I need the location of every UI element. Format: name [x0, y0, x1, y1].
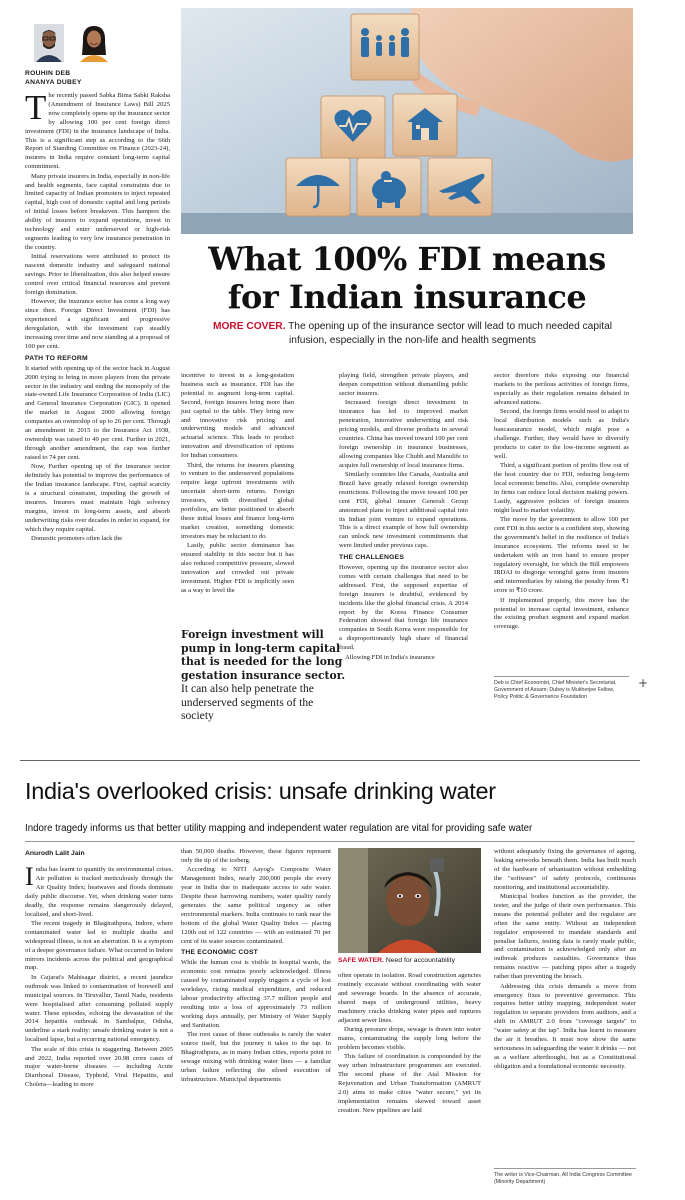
dropcap: T [25, 88, 47, 127]
paragraph: Municipal bodies function as the provider, the tester, and the judge of their own performance. This means the potential polluter and the regulator are often the same entity. Without an independent regulator empowered to mandate standards and penalise failures, testing data is rarely made public, and contamination is acknowledged only after an outbreak produces casualties. Governance thus remains reactive — patching pipes after a tragedy rather than preventing the breach. [494, 893, 636, 981]
section-heading: PATH TO REFORM [25, 354, 88, 362]
headline-2: India's overlooked crisis: unsafe drinking water [25, 778, 496, 804]
paragraph: The scale of this crisis is staggering. Between 2005 and 2022, India reported over 20.98 crore cases of major water-borne diseases — including Acute Diarrhoeal Disease, Typhoid, Viral Hepatitis, and Cholera—leading to more [25, 1045, 173, 1089]
pull-quote-bold: Foreign investment will pump in long-term capital that is needed for the long gestation insurance sector. [181, 628, 346, 682]
article1-column-1 [25, 88, 170, 544]
paragraph: Third, a significant portion of profits flow out of the host country due to FDI, reducing long-term local economic benefits. Also, complete ownership in firms can reduce local decision making powers. Lastly, aggressive policies of foreign insurers might lead to market volatility. [494, 462, 629, 514]
paragraph: This failure of coordination is compounded by the way urban infrastructure programmes are executed. The second phase of the Atal Mission for Rejuvenation and Urban Transformation (AMRUT 2.0) aims to make cities "water secure," yet its implementation remains skewed toward asset creation. New pipelines are laid [338, 1053, 481, 1114]
author-note-2: The writer is Vice-Chairman, All India Congress Committee (Minority Department) [494, 1172, 632, 1185]
section-heading: THE CHALLENGES [339, 554, 405, 562]
pull-quote-text: It can also help penetrate the underserved segments of the society [181, 682, 314, 722]
paragraph: Second, the foreign firms would need to adapt to local distribution models such as India's bancassurance model, which might pose a challenge. Further, they would have to diversify products to cater to the low-income segment as well. [494, 408, 629, 460]
paragraph: sector therefore risks exposing our financial markets to the perilous activities of foreign firms, especially as their regulation remains debated in advanced nations. [494, 372, 629, 406]
article2-column-4 [494, 848, 636, 1072]
author-photo-dubey [76, 22, 112, 62]
paragraph: ndia has learnt to quantify its environmental crises. Air pollution is tracked meticulously through the Air Quality Index; heatwaves and floods dominate daily public discourse. Yet, when drinking water turns deadly, the response remains dangerously delayed, localised, and short-lived. [25, 866, 173, 918]
article2-column-1 [25, 862, 173, 1091]
divider [494, 1168, 636, 1169]
headline [181, 240, 633, 316]
headline-line-1: What 100% FDI means [208, 240, 606, 278]
paragraph: Third, the returns for insurers planning to venture to the underserved populations require large upfront investments with uncertain short-term returns. Foreign investors, with diversified global portfolios, are better positioned to absorb these initial losses and finance long-term market creation, something domestic investors may be reluctant to do. [181, 461, 294, 540]
kicker: MORE COVER. [212, 321, 286, 332]
photo-caption [338, 957, 488, 964]
paragraph: Initial reservations were attributed to protect its nascent domestic industry and safeguard national savings. Prior to liberalization, this also helped ensure control over critical financial resources and prevent foreign domination. [25, 253, 170, 296]
author-byline-2: Anurodh Lalit Jain [25, 850, 85, 857]
article2-column-3 [338, 972, 481, 1116]
paragraph: Lastly, public sector dominance has ensured stability in this sector but it has also reduced competitive pressure, slowed innovation and crowded out private investment. Higher FDI is implicitly seen as a way to level the [181, 542, 294, 594]
article2-column-2 [181, 848, 331, 1085]
paragraph: Similarly countries like Canada, Australia and Brazil have greatly relaxed foreign ownership restrictions. Following the move toward 100 per cent FDI, global insurer Generali Group announced plans to inject additional capital into its Indian joint venture to expand operations. This is a direct example of how full ownership can unlock new investment commitments that were limited under previous caps. [339, 470, 468, 550]
paragraph: Domestic promoters often lack the [31, 534, 123, 542]
paragraph: According to NITI Aayog's Composite Water Management Index, nearly 200,000 people die every year in India due to inadequate access to safe water. Despite these harrowing numbers, water quality rarely generates the same political urgency as other environmental markers. India continues to rank near the bottom of the global Water Quality Index — placing 120th out of 122 countries — with an estimated 70 per cent of its water sources contaminated. [181, 866, 331, 945]
paragraph: If implemented properly, this move has the potential to increase capital investment, enhance the existing product segment and expand market coverage. [494, 596, 629, 631]
paragraph: Increased foreign direct investment in insurance has led to improved market penetration, innovative underwriting and risk pricing models, and diverse products in several countries. China has moved toward 100 per cent foreign ownership in insurance businesses, allowing companies like Chubb and Manulife to acquire full ownership of local insurance firms. [339, 399, 468, 469]
paragraph: However, opening up the insurance sector also comes with certain challenges that need to be addressed. First, the supposed expertise of foreign insurers is doubtful, evidenced by incidents like the global financial crisis. A 2014 report by the Korea Finance Consumer Federation showed that foreign life insurance companies in South Korea were responsible for a disproportionately high share of financial fraud. [339, 564, 468, 652]
paragraph: In Gujarat's Mahisagar district, a recent jaundice outbreak was linked to contamination of borewell and municipal sources. In Tiruvallur, Tamil Nadu, residents were hospitalised after consuming polluted supply water. These episodes, echoing the devastation of the 2014 hepatitis outbreak in Sambalpur, Odisha, underline a stark reality: unsafe drinking water is not a localised lapse, but a recurring national emergency. [25, 973, 173, 1044]
author-photo-deb [34, 24, 64, 62]
article1-column-2 [181, 372, 294, 596]
paragraph: Allowing FDI in India's insurance [345, 653, 435, 661]
paragraph: than 50,000 deaths. However, these figures represent only the tip of the iceberg. [181, 848, 331, 864]
divider [25, 841, 635, 842]
water-photo [338, 848, 481, 953]
section-heading: THE ECONOMIC COST [181, 949, 259, 957]
article1-column-4 [494, 372, 629, 633]
hero-image [181, 8, 633, 234]
paragraph: without adequately fixing the governance of ageing, leaking networks beneath them. India has built much of the hardware of urbanisation without embedding the "software" of safety protocols, continuous monitoring, and institutional accountability. [494, 848, 636, 891]
dropcap-2: I [25, 862, 34, 891]
author-note: Deb is Chief Economist, Chief Minister's Secretariat, Government of Assam; Dubey is Mukherjee Fellow, Policy Politic & Governance Foundation [494, 680, 617, 700]
subheadline-2: Indore tragedy informs us that better utility mapping and independent water regulation are vital for providing safe water [25, 823, 533, 834]
caption-kicker: SAFE WATER. [338, 957, 384, 964]
subhead-text: The opening up of the insurance sector will lead to much needed capital infusion, especially in the non-life and health segments [285, 321, 613, 346]
author-name-2: ANANYA DUBEY [25, 79, 82, 86]
paragraph: The recent tragedy in Bhagirathpura, Indore, where contaminated water led to multiple deaths and widespread illness, is not an aberration. It is a symptom of a deeper governance failure. What occurred in Indore mirrors incidents across the political and geographical map. [25, 919, 173, 972]
pull-quote [181, 628, 349, 723]
section-divider [20, 760, 640, 761]
paragraph: The root cause of these outbreaks is rarely the water source itself, but the journey it takes to the tap. In Bhagirathpura, as in many Indian cities, reports point to sewage mixing with drinking water lines — a familiar urban failure reflecting the siloed execution of infrastructure. Municipal departments [181, 1031, 331, 1083]
caption-text: Need for accountability [383, 957, 455, 964]
paragraph: Addressing this crisis demands a move from emergency fixes to preventive governance. This requires better utility mapping, independent water regulation to separate providers from auditors, and a shift in AMRUT 2.0 from "coverage targets" to "water safety at the tap". India has learnt to measure the air it breathes. It must now show the same seriousness in safeguarding the water it drinks — not as a welfare afterthought, but as a Constitutional obligation and a foundational economic necessity. [494, 982, 636, 1070]
article1-column-3 [339, 372, 468, 663]
paragraph: often operate in isolation. Road construction agencies routinely excavate without coordinating with water and sewerage boards. In the absence of accurate, shared maps of underground utilities, heavy machinery cracks drinking water pipes and ruptures adjacent sewer lines. [338, 972, 481, 1024]
paragraph: However, the insurance sector has come a long way since then. Foreign Direct Investment (FDI) has experienced a significant and progressive deregulation, with the investment cap steadily increasing over time and now standing at a proposal of 100 per cent. [25, 298, 170, 350]
paragraph: incentive to invest in a long-gestation business such as insurance. FDI has the potential to augment long-term capital. Second, foreign insurers bring more than just capital to the table. They bring new and innovative risk pricing and underwriting models and advanced actuarial science. This leads to product innovation and diversification of options for Indian consumers. [181, 372, 294, 460]
paragraph: Many private insurers in India, especially in non-life and health segments, face capital constraints due to limited capacity of Indian promoters to inject repeated capital, high cost of domestic capital and long periods of initial losses before breakeven. This hampers the ability of insurers to expand operations, invest in technology and enter underserved or high-risk segments leading to very low insurance penetration in the country. [25, 172, 170, 251]
paragraph: It started with opening up of the sector back in August 2000 trying to bring in more players from the private sector in the industry and ending the monopoly of the state-owned Life Insurance Corporation of India (LIC) and General Insurance Corporation (GIC). It opened the market in August 2000 allowing foreign companies an ownership of up to 26 per cent. Through an amendment in 2015 to the Insurance Act 1938, ownership was raised to 49 per cent. Further in 2021, through another amendment, the cap was further raised to 74 per cent. [25, 364, 170, 461]
plus-icon: + [638, 676, 649, 690]
paragraph: playing field, strengthen private players, and deepen competition without dismantling public sector insurers. [339, 372, 468, 397]
paragraph: The move by the government to allow 100 per cent FDI in this sector is a confident step, showing the government's belief in the resilience of India's insurance ecosystem. The reforms need to be undertaken with an iron hand to ensure proper regulatory oversight, for which the Bill empowers IRDAI to disgorge wrongful gains from insurers and intermediaries by raising the penalty from ₹1 crore to ₹10 crore. [494, 516, 629, 595]
paragraph: Now, Further opening up of the insurance sector definitely has potential to improve the performance of the Indian insurance landscape. First, capital scarcity is a structural constraint, impeding the growth of insurers. Insurers must maintain high solvency margins, invest in long-term assets, and absorb underwriting risks over decades in order to expand, for which they require capital. [25, 463, 170, 533]
author-name-1: ROUHIN DEB [25, 70, 71, 77]
headline-line-2: for Indian insurance [227, 278, 587, 316]
paragraph: he recently passed Sabka Bima Sabki Raksha (Amendment of Insurance Laws) Bill 2025 now completely opens up the insurance sector by allowing 100 per cent foreign direct investment (FDI) in the insurance landscape of India. This is a significant step as according to the 66th Report of Standing Committee on Finance (2023-24), insurers in India require constant long-term capital commitment. [25, 92, 170, 171]
paragraph: While the human cost is visible in hospital wards, the economic cost remains poorly acknowledged. Illness caused by contaminated supply triggers a cycle of lost workdays, rising medical expenditure, and reduced labour productivity affecting 37.7 million people and resulting into a loss of approximately 73 million working days annually, per Ministry of Water Supply and Sanitation. [181, 959, 331, 1029]
subheadline [200, 320, 625, 348]
divider [494, 676, 629, 677]
paragraph: During pressure drops, sewage is drawn into water mains, contaminating the supply long before the problem becomes visible. [338, 1025, 481, 1051]
